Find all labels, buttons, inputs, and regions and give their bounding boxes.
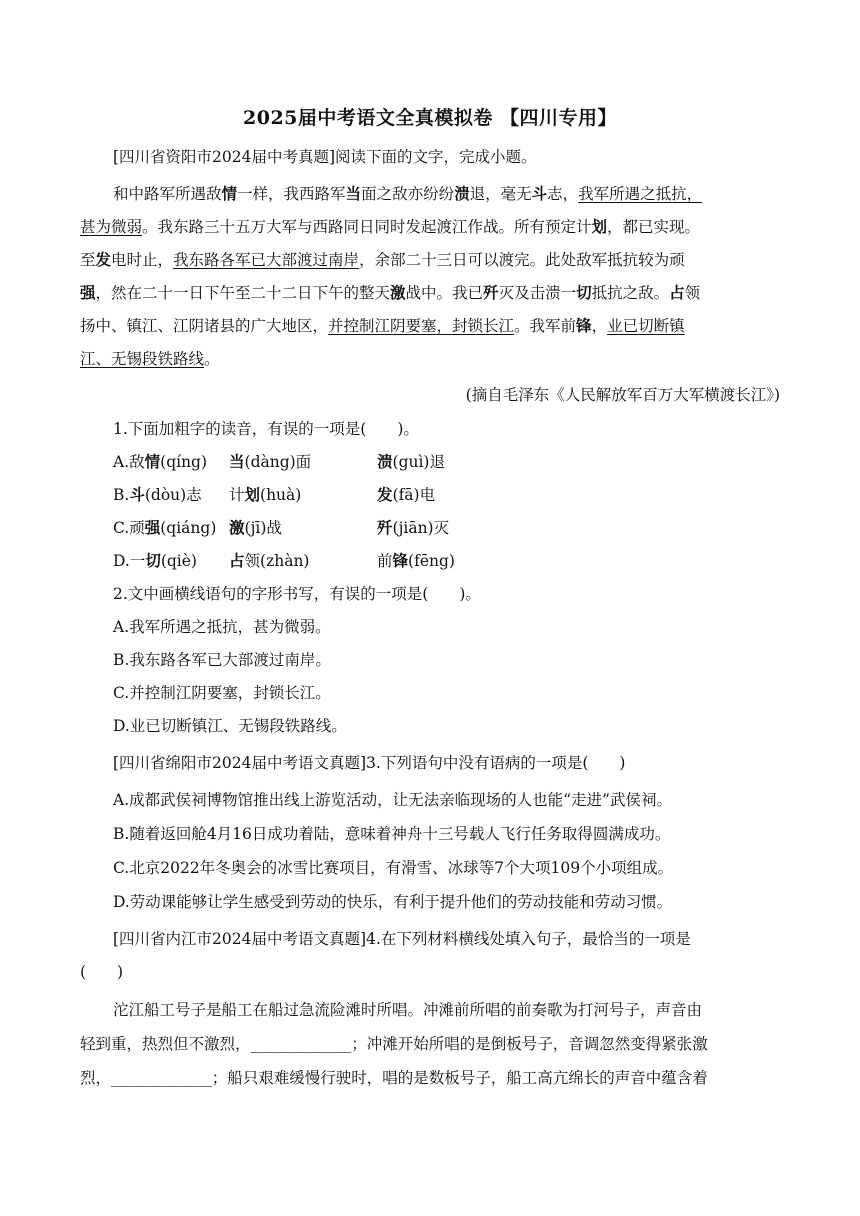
q3-stem: [四川省绵阳市2024届中考语文真题]3.下列语句中没有语病的一项是( ) <box>113 754 626 772</box>
q4-material-line-2: 轻到重，热烈但不激烈，_____________；冲滩开始所唱的是倒板号子，音调忽然变得紧张激 <box>80 1035 708 1053</box>
q1-option-c: C.顽强(qiáng) 激(jī)战 歼(jiān)灭 <box>113 518 450 537</box>
q3-option-a: A.成都武侯祠博物馆推出线上游览活动，让无法亲临现场的人也能“走进”武侯祠。 <box>113 791 672 809</box>
q4-material-line-3: 烈，_____________；船只艰难缓慢行驶时，唱的是数板号子，船工高亢绵长的声音中蕴含着 <box>80 1069 708 1087</box>
q3-option-b: B.随着返回舱4月16日成功着陆，意味着神舟十三号载人飞行任务取得圆满成功。 <box>113 825 671 843</box>
q2-option-c: C.并控制江阴要塞，封锁长江。 <box>113 684 331 702</box>
underlined-sentence-4-end: 江、无锡段铁路线 <box>80 350 205 368</box>
q1-option-d: D.一切(qiè) 占领(zhàn) 前锋(fēng) <box>113 551 455 570</box>
q2-option-d: D.业已切断镇江、无锡段铁路线。 <box>113 717 347 735</box>
q2-stem: 2.文中画横线语句的字形书写，有误的一项是( )。 <box>113 585 481 603</box>
intro-line: [四川省资阳市2024届中考真题]阅读下面的文字，完成小题。 <box>113 148 537 166</box>
page-title: 2025届中考语文全真模拟卷 【四川专用】 <box>243 107 617 129</box>
underlined-sentence-1-end: 甚为微弱 <box>80 218 143 236</box>
underlined-sentence-3: 并控制江阴要塞，封锁长江 <box>328 317 515 335</box>
q1-option-b: B.斗(dòu)志 计划(huà) 发(fā)电 <box>113 485 436 504</box>
q1-option-a: A.敌情(qíng) 当(dàng)面 溃(guì)退 <box>113 452 445 471</box>
q3-option-d: D.劳动课能够让学生感受到劳动的快乐，有利于提升他们的劳动技能和劳动习惯。 <box>113 893 673 911</box>
passage-line-6: 江、无锡段铁路线。 <box>80 350 220 368</box>
q1-stem: 1.下面加粗字的读音，有误的一项是( )。 <box>113 420 419 438</box>
passage-line-1: 和中路军所遇敌情一样，我西路军当面之敌亦纷纷溃退，毫无斗志，我军所遇之抵抗， <box>113 184 703 203</box>
q4-material-line-1: 沱江船工号子是船工在船过急流险滩时所唱。冲滩前所唱的前奏歌为打河号子，声音由 <box>113 1001 703 1019</box>
passage-line-3: 至发电时止，我东路各军已大部渡过南岸，余部二十三日可以渡完。此处敌军抵抗较为顽 <box>80 250 685 269</box>
q3-option-c: C.北京2022年冬奥会的冰雪比赛项目，有滑雪、冰球等7个大项109个小项组成。 <box>113 859 674 877</box>
q2-option-a: A.我军所遇之抵抗，甚为微弱。 <box>113 618 331 636</box>
underlined-sentence-2: 我东路各军已大部渡过南岸 <box>173 251 360 269</box>
passage-line-2: 甚为微弱。我东路三十五万大军与西路同日同时发起渡江作战。所有预定计划，都已实现。 <box>80 217 701 236</box>
underlined-sentence-4: 业已切断镇 <box>607 317 685 335</box>
q4-stem: [四川省内江市2024届中考语文真题]4.在下列材料横线处填入句子，最恰当的一项是 <box>113 930 691 948</box>
passage-source: (摘自毛泽东《人民解放军百万大军横渡长江》) <box>465 386 780 404</box>
underlined-sentence-1: 我军所遇之抵抗， <box>578 185 703 203</box>
passage-line-5: 扬中、镇江、江阴诸县的广大地区，并控制江阴要塞，封锁长江。我军前锋，业已切断镇 <box>80 316 685 335</box>
q4-stem-bracket: ( ) <box>80 963 124 981</box>
passage-line-4: 强，然在二十一日下午至二十二日下午的整天激战中。我已歼灭及击溃一切抵抗之敌。占领 <box>80 283 701 302</box>
q2-option-b: B.我东路各军已大部渡过南岸。 <box>113 651 331 669</box>
